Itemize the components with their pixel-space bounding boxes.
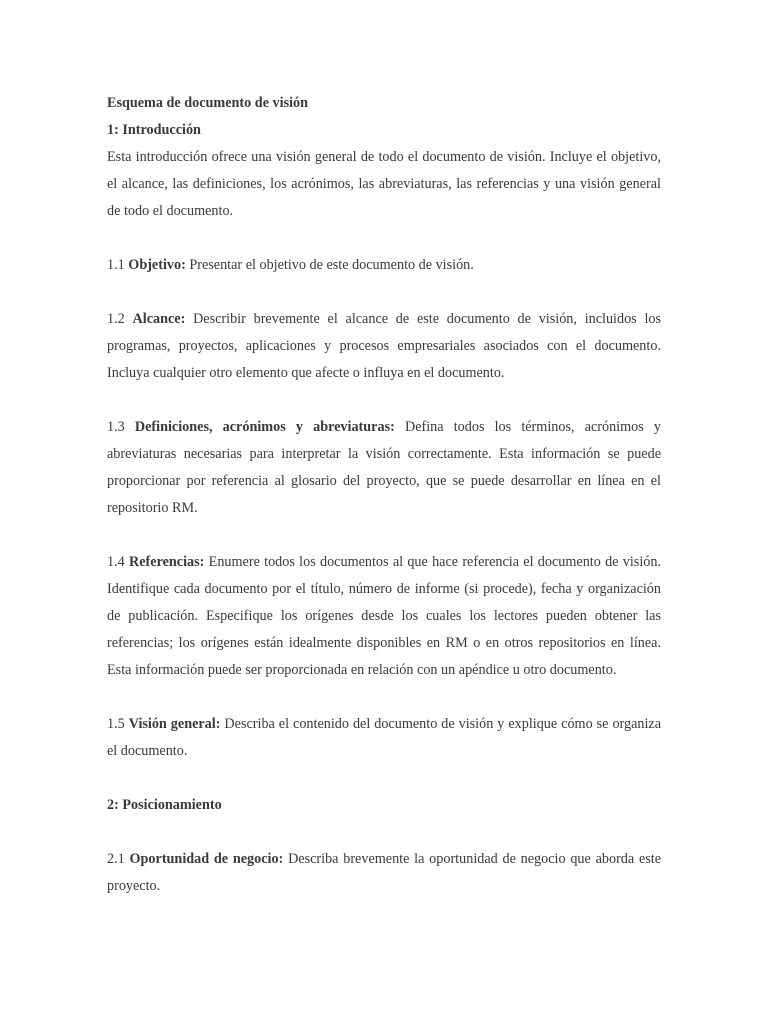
item-1-4 bbox=[107, 549, 661, 684]
document-page bbox=[107, 90, 661, 927]
item-label: Objetivo: bbox=[128, 257, 186, 273]
item-1-2 bbox=[107, 306, 661, 387]
item-text: Enumere todos los documentos al que hace referencia el documento de visión. Identifique cada documento por el título, número de informe (si procede), fecha y organización de publicación. Especifique los orígenes desde los cuales los lectores pueden obtener las referencias; los orígenes están idealmente disponibles en RM o en otros repositorios en línea. Esta información puede ser proporcionada en relación con un apéndice u otro documento. bbox=[107, 554, 662, 678]
intro-paragraph: Esta introducción ofrece una visión general de todo el documento de visión. Incluye el objetivo, el alcance, las definiciones, los acrónimos, las abreviaturas, las referencias y una visión general de todo el documento. bbox=[107, 149, 661, 219]
item-text: Presentar el objetivo de este documento de visión. bbox=[189, 257, 474, 273]
item-number: 1.3 bbox=[107, 419, 125, 435]
item-number: 1.5 bbox=[107, 716, 125, 732]
item-text: Defina todos los términos, acrónimos y abreviaturas necesarias para interpretar la visión correctamente. Esta información se puede proporcionar por referencia al glosario del proyecto, que se puede desarrollar en línea en el repositorio RM. bbox=[107, 419, 662, 516]
item-number: 1.2 bbox=[107, 311, 125, 327]
item-2-1 bbox=[107, 846, 661, 900]
item-1-1 bbox=[107, 252, 661, 279]
section-heading-introduccion: 1: Introducción bbox=[107, 122, 201, 138]
item-1-3 bbox=[107, 414, 661, 522]
item-number: 2.1 bbox=[107, 851, 125, 867]
item-label: Referencias: bbox=[129, 554, 205, 570]
item-label: Alcance: bbox=[132, 311, 186, 327]
item-text: Describa el contenido del documento de visión y explique cómo se organiza el documento. bbox=[107, 716, 662, 759]
item-number: 1.1 bbox=[107, 257, 125, 273]
item-number: 1.4 bbox=[107, 554, 125, 570]
document-title: Esquema de documento de visión bbox=[107, 95, 309, 111]
item-label: Definiciones, acrónimos y abreviaturas: bbox=[134, 419, 395, 435]
item-label: Oportunidad de negocio: bbox=[129, 851, 284, 867]
item-text: Describir brevemente el alcance de este documento de visión, incluidos los programas, proyectos, aplicaciones y procesos empresariales asociados con el documento. Incluya cualquier otro elemento que afecte o influya en el documento. bbox=[107, 311, 662, 381]
item-label: Visión general: bbox=[128, 716, 221, 732]
item-text: Describa brevemente la oportunidad de negocio que aborda este proyecto. bbox=[107, 851, 661, 894]
section-heading-posicionamiento: 2: Posicionamiento bbox=[107, 797, 222, 813]
item-1-5 bbox=[107, 711, 661, 765]
